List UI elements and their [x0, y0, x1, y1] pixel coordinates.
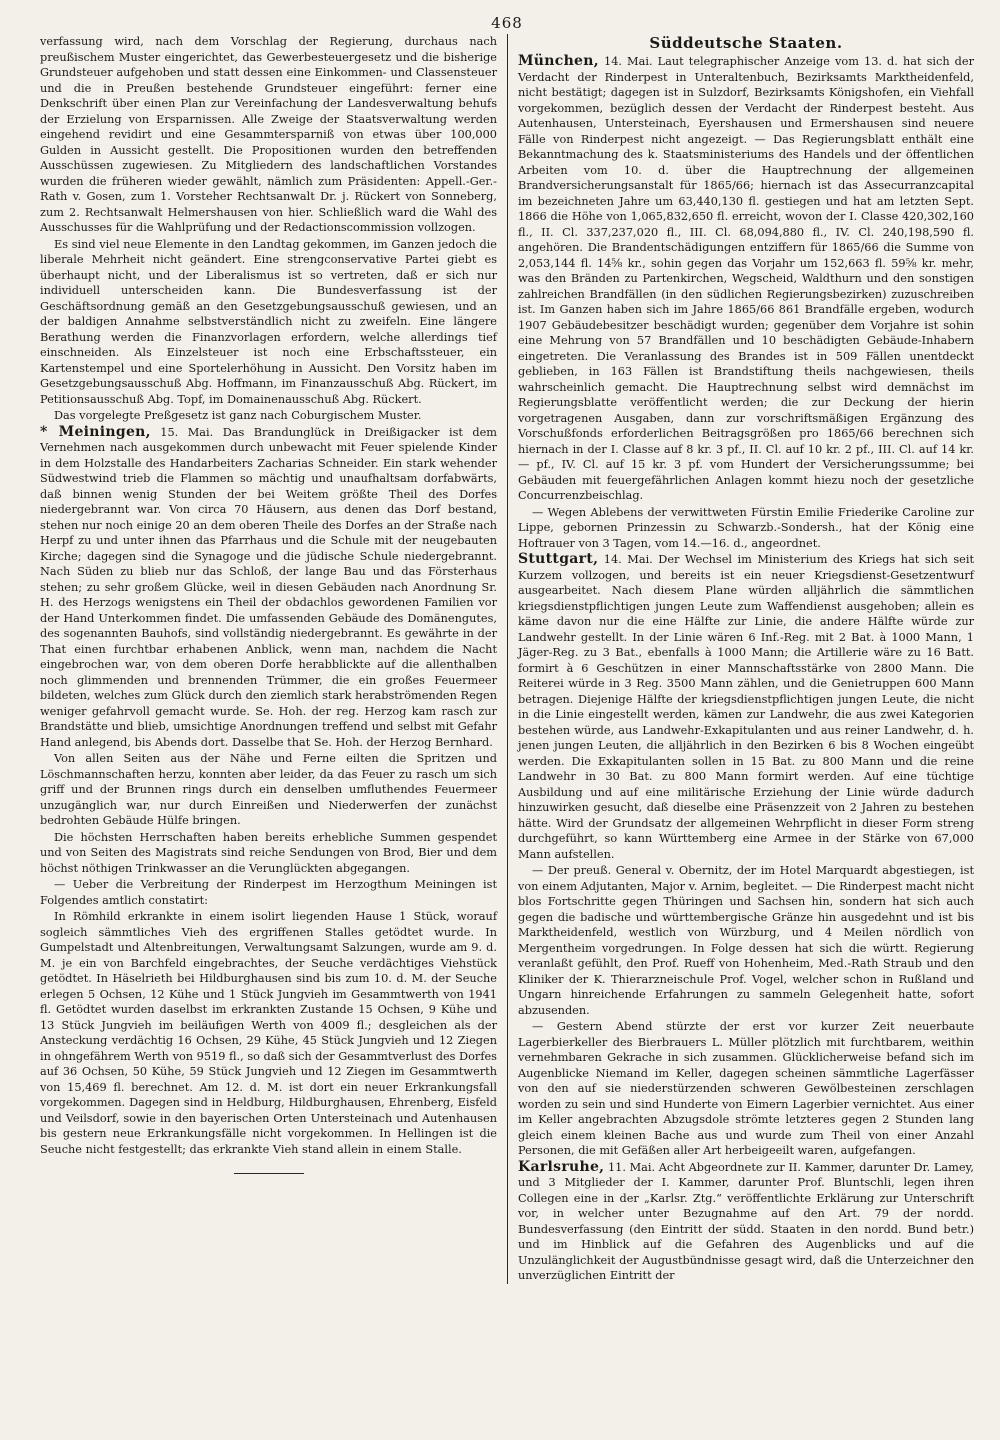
- place-heading-stuttgart: Stuttgart,: [518, 551, 599, 567]
- article-paragraph: Es sind viel neue Elemente in den Landtag gekommen, im Ganzen jedoch die liberale Mehrheit nicht geändert. Eine strengconservative Partei giebt es überhaupt nicht, und der Liberalismus ist so vertreten, daß er sich nur individuell unterscheiden kann. Die Bundesverfassung ist der Geschäftsordnung gemäß an den Gesetzgebungsausschuß gewiesen, und an der baldigen Annahme selbstverständlich nicht zu zweifeln. Eine längere Berathung werden die Finanzvorlagen erfordern, welche allerdings tief einschneiden. Als Einzelsteuer ist noch eine Erbschaftssteuer, ein Kartenstempel und eine Sportelerhöhung in Aussicht. Den Vorsitz haben im Gesetzgebungsausschuß Abg. Hoffmann, im Finanzausschuß Abg. Rückert, im Petitionsausschuß Abg. Topf, im Domainenausschuß Abg. Rückert.: [40, 237, 497, 406]
- stuttgart-report: [518, 552, 974, 862]
- article-paragraph: Das vorgelegte Preßgesetz ist ganz nach Coburgischem Muster.: [54, 409, 422, 422]
- place-heading-meiningen: * Meiningen,: [40, 423, 151, 440]
- left-column: [40, 34, 507, 1284]
- stuttgart-text: 14. Mai. Der Wechsel im Ministerium des Kriegs hat sich seit Kurzem vollzogen, und bereits ist ein neuer Kriegsdienst-Gesetzentwurf ausgearbeitet. Nach diesem Plane würden alljährlich die sämmtlichen kriegsdienstpflichtigen jungen Leute zum Waffendienst ausgehoben; allein es käme davon nur die eine Hälfte zur Linie, die andere Hälfte würde zur Landwehr gestellt. In der Linie wären 6 Inf.-Reg. mit 2 Bat. à 1000 Mann, 1 Jäger-Reg. zu 3 Bat., ebenfalls à 1000 Mann; die Artillerie wäre zu 16 Batt. formirt à 6 Geschützen in einer Mannschaftsstärke von 2800 Mann. Die Reiterei würde in 3 Reg. 3500 Mann zählen, und die Genietruppen 600 Mann betragen. Diejenige Hälfte der kriegsdienstpflichtigen jungen Leute, die nicht in die Linie eingestellt werden, kämen zur Landwehr, die aus zwei Kategorien bestehen würde, aus Landwehr-Exkapitulanten und aus reiner Landwehr, d. h. jenen jungen Leuten, die alljährlich in den Bezirken 6 bis 8 Wochen eingeübt werden. Die Exkapitulanten sollen in 15 Bat. zu 800 Mann und die reine Landwehr in 30 Bat. zu 800 Mann formirt werden. Auf eine tüchtige Ausbildung und auf eine militärische Erziehung der Linie würde dadurch hinzuwirken gesucht, daß dieselbe eine Präsenzzeit von 2 Jahren zu bestehen hätte. Wird der Grundsatz der allgemeinen Wehrpflicht in dieser Form streng durchgeführt, so kann Württemberg eine Armee in der Stärke von 67,000 Mann aufstellen.: [518, 553, 974, 861]
- article-paragraph: — Der preuß. General v. Obernitz, der im Hotel Marquardt abgestiegen, ist von einem Adjutanten, Major v. Arnim, begleitet. — Die Rinderpest macht nicht blos Fortschritte gegen Thüringen und Sachsen hin, sondern hat sich auch gegen die badische und württembergische Gränze hin ausgedehnt und ist bis Marktheidenfeld, westlich von Würzburg, und 4 Meilen nördlich von Mergentheim vorgedrungen. In Folge dessen hat sich die württ. Regierung veranlaßt gefühlt, den Prof. Rueff von Hohenheim, Med.-Rath Straub und den Kliniker der K. Thierarzneischule Prof. Vogel, welcher schon in Rußland und Ungarn hinreichende Erfahrungen zu sammeln Gelegenheit hatte, sofort abzusenden.: [518, 864, 974, 1017]
- muenchen-text: 14. Mai. Laut telegraphischer Anzeige vom 13. d. hat sich der Verdacht der Rinderpest in Unteraltenbuch, Bezirksamts Marktheidenfeld, nicht bestätigt; dagegen ist in Sulzdorf, Bezirksamts Königshofen, ein Viehfall vorgekommen, bezüglich dessen der Verdacht der Rinderpest besteht. Aus Autenhausen, Untersteinach, Eyershausen und Ermershausen sind neuere Fälle von Rinderpest nicht angezeigt. — Das Regierungsblatt enthält eine Bekanntmachung des k. Staatsministeriums des Handels und der öffentlichen Arbeiten vom 10. d. über die Hauptrechnung der allgemeinen Brandversicherungsanstalt für 1865/66; hiernach ist das Assecurranzcapital im bezeichneten Jahre um 63,440,130 fl. gestiegen und hat am letzten Sept. 1866 die Höhe von 1,065,832,650 fl. erreicht, wovon der I. Classe 420,302,160 fl., II. Cl. 337,237,020 fl., III. Cl. 68,094,880 fl., IV. Cl. 240,198,590 fl. angehören. Die Brandentschädigungen entziffern für 1865/66 die Summe von 2,053,144 fl. 14⅝ kr., sohin gegen das Vorjahr um 152,663 fl. 59⅝ kr. mehr, was den Bränden zu Partenkirchen, Wegscheid, Waldthurn und den sonstigen zahlreichen Brandfällen (in den südlichen Regierungsbezirken) zuzuschreiben ist. Im Ganzen haben sich im Jahre 1865/66 861 Brandfälle ergeben, wodurch 1907 Gebäudebesitzer beschädigt wurden; gegenüber dem Vorjahre ist sohin eine Mehrung von 57 Brandfällen und 10 beschädigten Gebäude-Inhabern eingetreten. Die Veranlassung des Brandes ist in 509 Fällen unentdeckt geblieben, in 163 Fällen ist Brandstiftung theils nachgewiesen, theils wahrscheinlich gemacht. Die Hauptrechnung selbst wird demnächst im Regierungsblatte veröffentlicht werden; die zur Deckung der hierin vorgetragenen Ausgaben, dann zur vorschriftsmäßigen Ergänzung des Vorschußfonds erforderlichen Beitragsgrößen pro 1865/66 berechnen sich hiernach in der I. Classe auf 8 kr. 3 pf., II. Cl. auf 10 kr. 2 pf., III. Cl. auf 14 kr. — pf., IV. Cl. auf 15 kr. 3 pf. vom Hundert der Versicherungssumme; bei Gebäuden mit feuergefährlichen Anlagen kommt hiezu noch der gesetzliche Concurrenzbeischlag.: [518, 55, 974, 502]
- article-paragraph: — Gestern Abend stürzte der erst vor kurzer Zeit neuerbaute Lagerbierkeller des Bierbrauers L. Müller plötzlich mit furchtbarem, weithin vernehmbaren Gekrache in sich zusammen. Glücklicherweise befand sich im Augenblicke Niemand im Keller, dagegen scheinen sämmtliche Lagerfässer von den auf sie niederstürzenden schweren Gewölbesteinen zerschlagen worden zu sein und sind Hunderte von Eimern Lagerbier vernichtet. Aus einer im Keller angebrachten Abzugsdole strömte letzteres gegen 2 Stunden lang gleich einem kleinen Bache aus und wurde zum Theil von einer Anzahl Personen, die mit Gefäßen aller Art herbeigeeilt waren, aufgefangen.: [518, 1020, 974, 1157]
- karlsruhe-report: [518, 1160, 974, 1284]
- right-column: [507, 34, 974, 1284]
- muenchen-report: [518, 54, 974, 504]
- article-paragraph: Die höchsten Herrschaften haben bereits erhebliche Summen gespendet und von Seiten des Magistrats sind reiche Sendungen von Brod, Bier und dem höchst nöthigen Trinkwasser an die Verunglückten abgegangen.: [40, 830, 497, 875]
- meiningen-report: [40, 425, 497, 751]
- page-number: 468: [491, 14, 523, 32]
- article-paragraph: verfassung wird, nach dem Vorschlag der Regierung, durchaus nach preußischem Muster eingerichtet, das Gewerbesteuergesetz und die bisherige Grundsteuer aufgehoben und statt dessen eine Einkommen- und Classensteuer und die in Preußen bestehende Grundsteuer eingeführt: ferner eine Denkschrift über einen Plan zur Vereinfachung der Landesverwaltung behufs der Erzielung von Ersparnissen. Alle Zweige der Staatsverwaltung werden eingehend revidirt und eine Gesammtersparniß von etwas über 100,000 Gulden in Aussicht gestellt. Die Propositionen wurden den betreffenden Ausschüssen zugewiesen. Zu Mitgliedern des landschaftlichen Vorstandes wurden die früheren wieder gewählt, nämlich zum Präsidenten: Appell.-Ger.-Rath v. Gosen, zum 1. Vorsteher Rechtsanwalt Dr. j. Rückert von Sonneberg, zum 2. Rechtsanwalt Helmershausen von hier. Schließlich ward die Wahl des Ausschusses für die Wahlprüfung und der Redactionscommission vollzogen.: [40, 35, 497, 234]
- article-paragraph: Von allen Seiten aus der Nähe und Ferne eilten die Spritzen und Löschmannschaften herzu, konnten aber leider, da das Feuer zu rasch um sich griff und der Brunnen rings durch ein denselben umfluthendes Feuermeer unzugänglich war, nur durch Einreißen und Niederwerfen der zunächst bedrohten Gebäude Hülfe bringen.: [40, 752, 497, 827]
- meiningen-text: 15. Mai. Das Brandunglück in Dreißigacker ist dem Vernehmen nach ausgekommen durch unbewacht mit Feuer spielende Kinder in dem Holzstalle des Handarbeiters Zacharias Schneider. Ein stark wehender Südwestwind trieb die Flammen so mächtig und unaufhaltsam dorfabwärts, daß binnen wenig Stunden der bei Weitem größte Theil des Dorfes niedergebrannt war. Von circa 70 Häusern, aus denen das Dorf bestand, stehen nur noch einige 20 an dem oberen Theile des Dorfes an der Straße nach Herpf zu und unter ihnen das Pfarrhaus und die Schule mit der neugebauten Kirche; dagegen sind die Synagoge und die jüdische Schule niedergebrannt. Nach Süden zu blieb nur das Schloß, der lange Bau und das Försterhaus stehen; zu sehr großem Glücke, weil in diesen Gebäuden nach Anordnung Sr. H. des Herzogs wenigstens ein Theil der obdachlos gewordenen Familien vor der Hand Unterkommen findet. Die umfassenden Gebäude des Domänengutes, des sogenannten Bauhofs, sind vollständig niedergebrannt. Es gewährte in der That einen furchtbar erhabenen Anblick, wenn man, nachdem die Nacht eingebrochen war, von dem oberen Dorfe herabblickte auf die allenthalben noch glimmenden und brennenden Trümmer, die ein großes Feuermeer bildeten, welches zum Glück durch den ziemlich stark herabströmenden Regen weniger gefahrvoll gemacht wurde. Se. Hoh. der reg. Herzog kam rasch zur Brandstätte und blieb, umsichtige Anordnungen treffend und selbst mit Gefahr Hand anlegend, bis Abends dort. Dasselbe that Se. Hoh. der Herzog Bernhard.: [40, 425, 497, 749]
- article-paragraph: — Ueber die Verbreitung der Rinderpest im Herzogthum Meiningen ist Folgendes amtlich constatirt:: [40, 878, 497, 907]
- section-title: Süddeutsche Staaten.: [649, 34, 843, 52]
- columns: [40, 34, 974, 1284]
- article-paragraph: — Wegen Ablebens der verwittweten Fürstin Emilie Friederike Caroline zur Lippe, gebornen Prinzessin zu Schwarzb.-Sondersh., hat der König eine Hoftrauer von 3 Tagen, vom 14.—16. d., angeordnet.: [518, 505, 974, 550]
- article-paragraph: In Römhild erkrankte in einem isolirt liegenden Hause 1 Stück, worauf sogleich sämmtliches Vieh des ergriffenen Stalles getödtet wurde. In Gumpelstadt und Altenbreitungen, Verwaltungsamt Salzungen, wurde am 9. d. M. je ein von Barchfeld eingebrachtes, der Seuche verdächtiges Viehstück getödtet. In Häselrieth bei Hildburghausen sind bis zum 10. d. M. der Seuche erlegen 5 Ochsen, 12 Kühe und 1 Stück Jungvieh im Gesammtwerth von 1941 fl. Getödtet wurden daselbst im erkrankten Zustande 15 Ochsen, 9 Kühe und 13 Stück Jungvieh im beiläufigen Werth von 4009 fl.; desgleichen als der Ansteckung verdächtig 16 Ochsen, 29 Kühe, 45 Stück Jungvieh und 12 Ziegen in ohngefährem Werth von 9519 fl., so daß sich der Gesammtverlust des Dorfes auf 36 Ochsen, 50 Kühe, 59 Stück Jungvieh und 12 Ziegen im Gesammtwerth von 15,469 fl. berechnet. Am 12. d. M. ist dort ein neuer Erkrankungsfall vorgekommen. Dagegen sind in Heldburg, Hildburghausen, Ehrenberg, Eisfeld und Veilsdorf, sowie in den bayerischen Orten Untersteinach und Autenhausen bis gestern neue Erkrankungsfälle nicht vorgekommen. In Hellingen ist die Seuche nicht festgestellt; das erkrankte Vieh stand allein in einem Stalle.: [40, 910, 497, 1156]
- end-rule: [234, 1173, 304, 1174]
- place-heading-muenchen: München,: [518, 53, 599, 69]
- karlsruhe-text: 11. Mai. Acht Abgeordnete zur II. Kammer, darunter Dr. Lamey, und 3 Mitglieder der I. Kammer, darunter Prof. Bluntschli, legen ihren Collegen eine in der „Karlsr. Ztg.“ veröffentlichte Erklärung zur Unterschrift vor, in welcher unter Bezugnahme auf den Art. 79 der nordd. Bundesverfassung (den Eintritt der südd. Staaten in den nordd. Bund betr.) und im Hinblick auf die Gefahren des Augenblicks und auf die Unzulänglichkeit der Augustbündnisse gesagt wird, daß die Unterzeichner den unverzüglichen Eintritt der: [518, 1160, 975, 1282]
- place-heading-karlsruhe: Karlsruhe,: [518, 1158, 605, 1175]
